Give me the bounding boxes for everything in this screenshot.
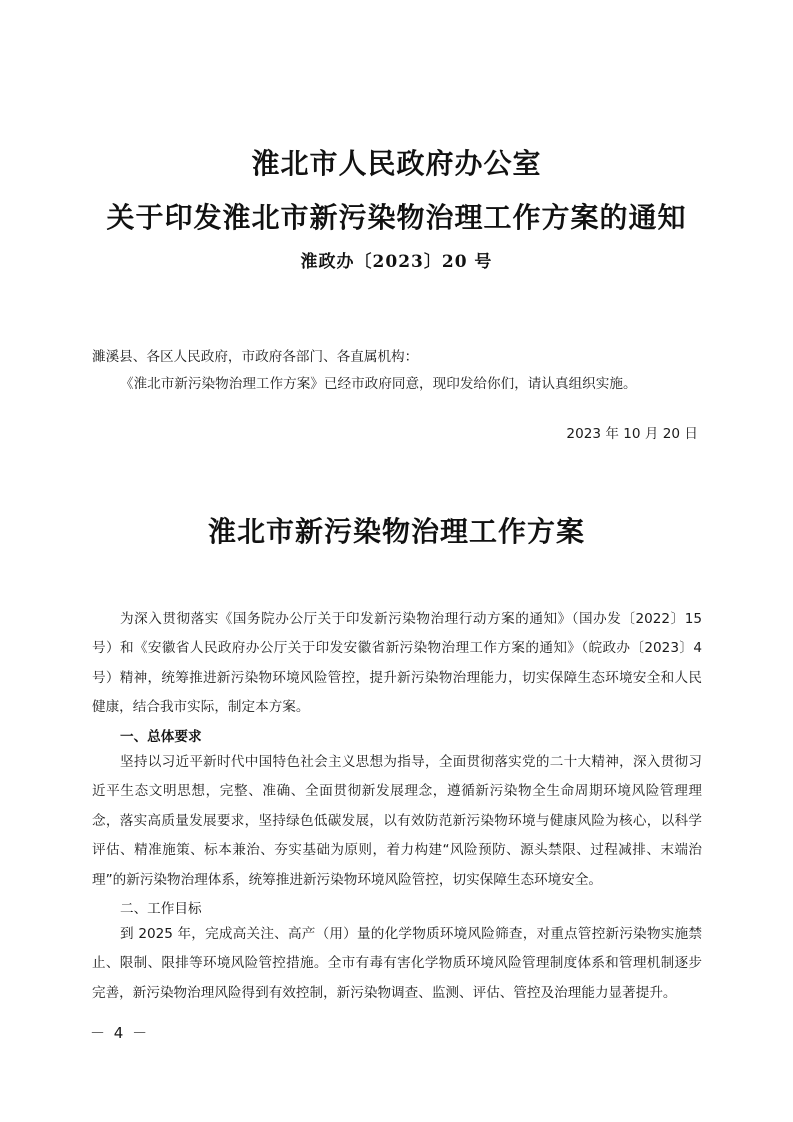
notice-body: 《淮北市新污染物治理工作方案》已经市政府同意，现印发给你们，请认真组织实施。 — [120, 376, 637, 392]
notice-addressee: 濉溪县、各区人民政府，市政府各部门、各直属机构： — [92, 349, 419, 365]
document-number: 淮政办〔2023〕20 号 — [300, 252, 493, 272]
section-heading-work-goals: 二、工作目标 — [120, 901, 202, 917]
plan-intro-paragraph: 为深入贯彻落实《国务院办公厅关于印发新污染物治理行动方案的通知》（国办发〔2022〕15 号）和《安徽省人民政府办公厅关于印发安徽省新污染物治理工作方案的通知》（皖政办〔2023〕4 号）精神，统筹推进新污染物环境风险管控，提升新污染物治理能力，切实保障生态环境安全和人民健康，结合我市实际，制定本方案。 — [92, 611, 702, 716]
section-body-general-requirements: 坚持以习近平新时代中国特色社会主义思想为指导，全面贯彻落实党的二十大精神，深入贯彻习近平生态文明思想，完整、准确、全面贯彻新发展理念，遵循新污染物全生命周期环境风险管理理念，落实高质量发展要求，坚持绿色低碳发展，以有效防范新污染物环境与健康风险为核心，以科学评估、精准施策、标本兼治、夯实基础为原则，着力构建“风险预防、源头禁限、过程减排、末端治理”的新污染物治理体系，统筹推进新污染物环境风险管控，切实保障生态环境安全。 — [92, 754, 702, 888]
document-title-line2: 关于印发淮北市新污染物治理工作方案的通知 — [106, 201, 687, 234]
notice-date: 2023 年 10 月 20 日 — [566, 426, 698, 442]
document-title-line1: 淮北市人民政府办公室 — [251, 147, 542, 180]
section-heading-general-requirements: 一、总体要求 — [120, 729, 202, 745]
section-body-work-goals: 到 2025 年，完成高关注、高产（用）量的化学物质环境风险筛查，对重点管控新污染物实施禁止、限制、限排等环境风险管控措施。全市有毒有害化学物质环境风险管理制度体系和管理机制逐步完善，新污染物治理风险得到有效控制，新污染物调查、监测、评估、管控及治理能力显著提升。 — [92, 926, 702, 1001]
plan-title: 淮北市新污染物治理工作方案 — [207, 515, 585, 548]
page-number: － 4 － — [90, 1024, 150, 1042]
